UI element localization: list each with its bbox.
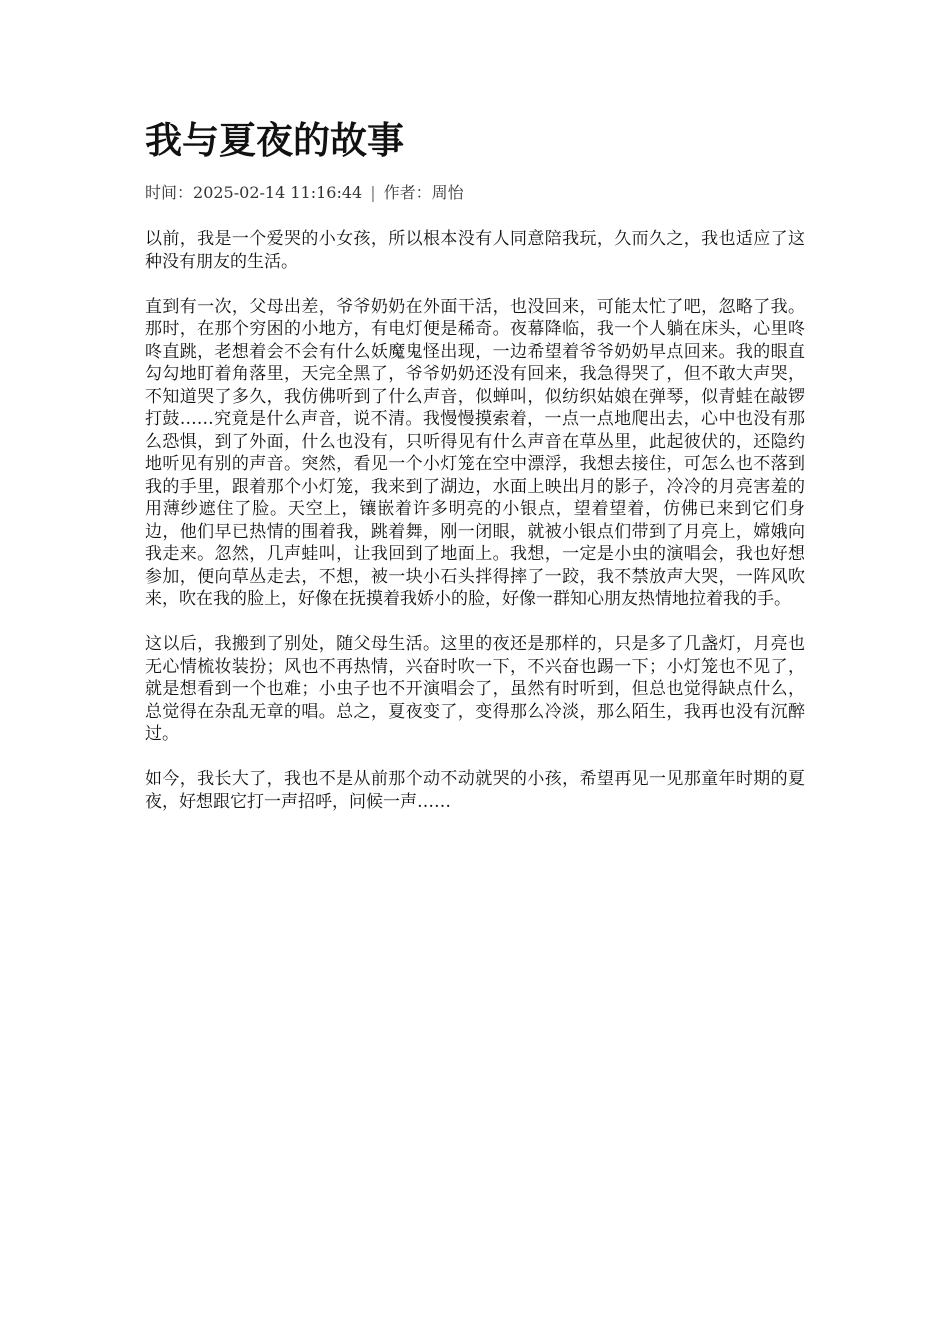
author-label: 作者： — [383, 183, 432, 202]
paragraph: 如今，我长大了，我也不是从前那个动不动就哭的小孩，希望再见一见那童年时期的夏夜，好想跟它打一声招呼，问候一声…… — [145, 769, 805, 812]
paragraph: 直到有一次，父母出差，爷爷奶奶在外面干活，也没回来，可能太忙了吧，忽略了我。那时，在那个穷困的小地方，有电灯便是稀奇。夜幕降临，我一个人躺在床头，心里咚咚直跳，老想着会不会有什么妖魔鬼怪出现，一边希望着爷爷奶奶早点回来。我的眼直勾勾地盯着角落里，天完全黑了，爷爷奶奶还没有回来，我急得哭了，但不敢大声哭，不知道哭了多久，我仿佛听到了什么声音，似蝉叫，似纺织姑娘在弹琴，似青蛙在敲锣打鼓……究竟是什么声音，说不清。我慢慢摸索着，一点一点地爬出去，心中也没有那么恐惧，到了外面，什么也没有，只听得见有什么声音在草丛里，此起彼伏的，还隐约地听见有别的声音。突然，看见一个小灯笼在空中漂浮，我想去接住，可怎么也不落到我的手里，跟着那个小灯笼，我来到了湖边，水面上映出月的影子，冷冷的月亮害羞的用薄纱遮住了脸。天空上，镶嵌着许多明亮的小银点，望着望着，仿佛已来到它们身边，他们早已热情的围着我，跳着舞，刚一闭眼，就被小银点们带到了月亮上，嫦娥向我走来。忽然，几声蛙叫，让我回到了地面上。我想，一定是小虫的演唱会，我也好想参加，便向草丛走去，不想，被一块小石头拌得摔了一跤，我不禁放声大哭，一阵风吹来，吹在我的脸上，好像在抚摸着我娇小的脸，好像一群知心朋友热情地拉着我的手。 — [145, 296, 805, 609]
article-title: 我与夏夜的故事 — [145, 118, 404, 162]
time-value: 2025-02-14 11:16:44 — [193, 183, 363, 202]
paragraph: 以前，我是一个爱哭的小女孩，所以根本没有人同意陪我玩，久而久之，我也适应了这种没有朋友的生活。 — [145, 229, 805, 272]
article-page — [145, 112, 805, 836]
article-meta — [145, 182, 805, 204]
meta-separator: | — [370, 183, 376, 202]
author-value: 周怡 — [431, 183, 464, 202]
paragraph: 这以后，我搬到了别处，随父母生活。这里的夜还是那样的，只是多了几盏灯，月亮也无心情梳妆装扮；风也不再热情，兴奋时吹一下，不兴奋也踢一下；小灯笼也不见了，就是想看到一个也难；小虫子也不开演唱会了，虽然有时听到，但总也觉得缺点什么，总觉得在杂乱无章的唱。总之，夏夜变了，变得那么冷淡，那么陌生，我再也没有沉醉过。 — [145, 634, 805, 744]
time-label: 时间： — [145, 183, 194, 202]
article-body — [145, 228, 805, 813]
